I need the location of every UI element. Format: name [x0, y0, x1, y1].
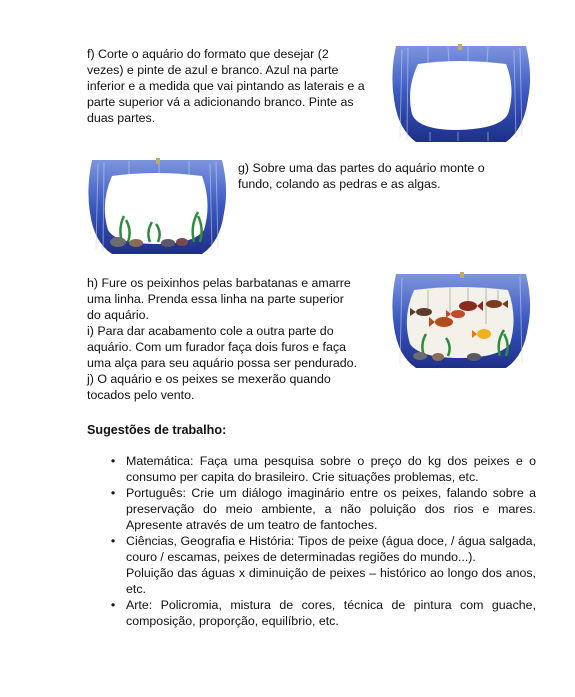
suggestion-item-art [106, 597, 536, 629]
step-h-paragraph [87, 275, 387, 403]
step-h-line: h) Fure os peixinhos pelas barbatanas e amarre [87, 276, 351, 290]
suggestion-text: Português: Crie um diálogo imaginário entre os peixes, falando sobre a preservação do meio ambiente, a não poluição dos rios e mares. Apresente através de um teatro de fantoches. [126, 486, 536, 532]
suggestions-list [106, 453, 536, 629]
step-f-line: duas partes. [87, 111, 156, 125]
suggestions-heading: Sugestões de trabalho: [87, 423, 227, 437]
suggestion-text: Poluição das águas x diminuição de peixes – histórico ao longo dos anos, etc. [126, 566, 536, 596]
step-f-line: vezes) e pinte de azul e branco. Azul na parte [87, 63, 339, 77]
step-f-line: parte superior vá a adicionando branco. Pinte as [87, 95, 354, 109]
step-i-line: aquário. Com um furador faça dois furos e faça [87, 340, 346, 354]
aquarium-with-plants-image [84, 158, 230, 256]
step-f-line: f) Corte o aquário do formato que desejar (2 [87, 47, 329, 61]
bullet-icon: • [110, 534, 116, 548]
step-g-line: fundo, colando as pedras e as algas. [238, 177, 441, 191]
aquarium-cutout-image [388, 44, 534, 144]
step-g-paragraph [238, 160, 538, 192]
step-g-line: g) Sobre uma das partes do aquário monte o [238, 161, 485, 175]
suggestion-text: Matemática: Faça uma pesquisa sobre o preço do kg dos peixes e o consumo per capita do brasileiro. Crie situações problemas, etc. [126, 454, 536, 484]
suggestion-text: Arte: Policromia, mistura de cores, técnica de pintura com guache, composição, proporção, equilíbrio, etc. [126, 598, 536, 628]
step-f-line: inferior e a medida que vai pintando as laterais e a [87, 79, 365, 93]
suggestion-item-math [106, 453, 536, 485]
aquarium-with-fish-image [388, 272, 534, 370]
bullet-icon: • [110, 486, 116, 500]
step-j-line: tocados pelo vento. [87, 388, 195, 402]
step-h-line: uma linha. Prenda essa linha na parte superior [87, 292, 344, 306]
suggestion-item-portuguese [106, 485, 536, 533]
step-f-paragraph [87, 46, 387, 126]
suggestion-item-science [106, 533, 536, 597]
step-h-line: do aquário. [87, 308, 150, 322]
step-i-line: i) Para dar acabamento cole a outra parte do [87, 324, 334, 338]
bullet-icon: • [110, 598, 116, 612]
step-i-line: uma alça para seu aquário possa ser pendurado. [87, 356, 358, 370]
bullet-icon: • [110, 454, 116, 468]
suggestion-text: Ciências, Geografia e História: Tipos de peixe (água doce, / água salgada, couro / escamas, peixes de determinadas regiões do mundo...). [126, 534, 536, 564]
step-j-line: j) O aquário e os peixes se mexerão quando [87, 372, 331, 386]
